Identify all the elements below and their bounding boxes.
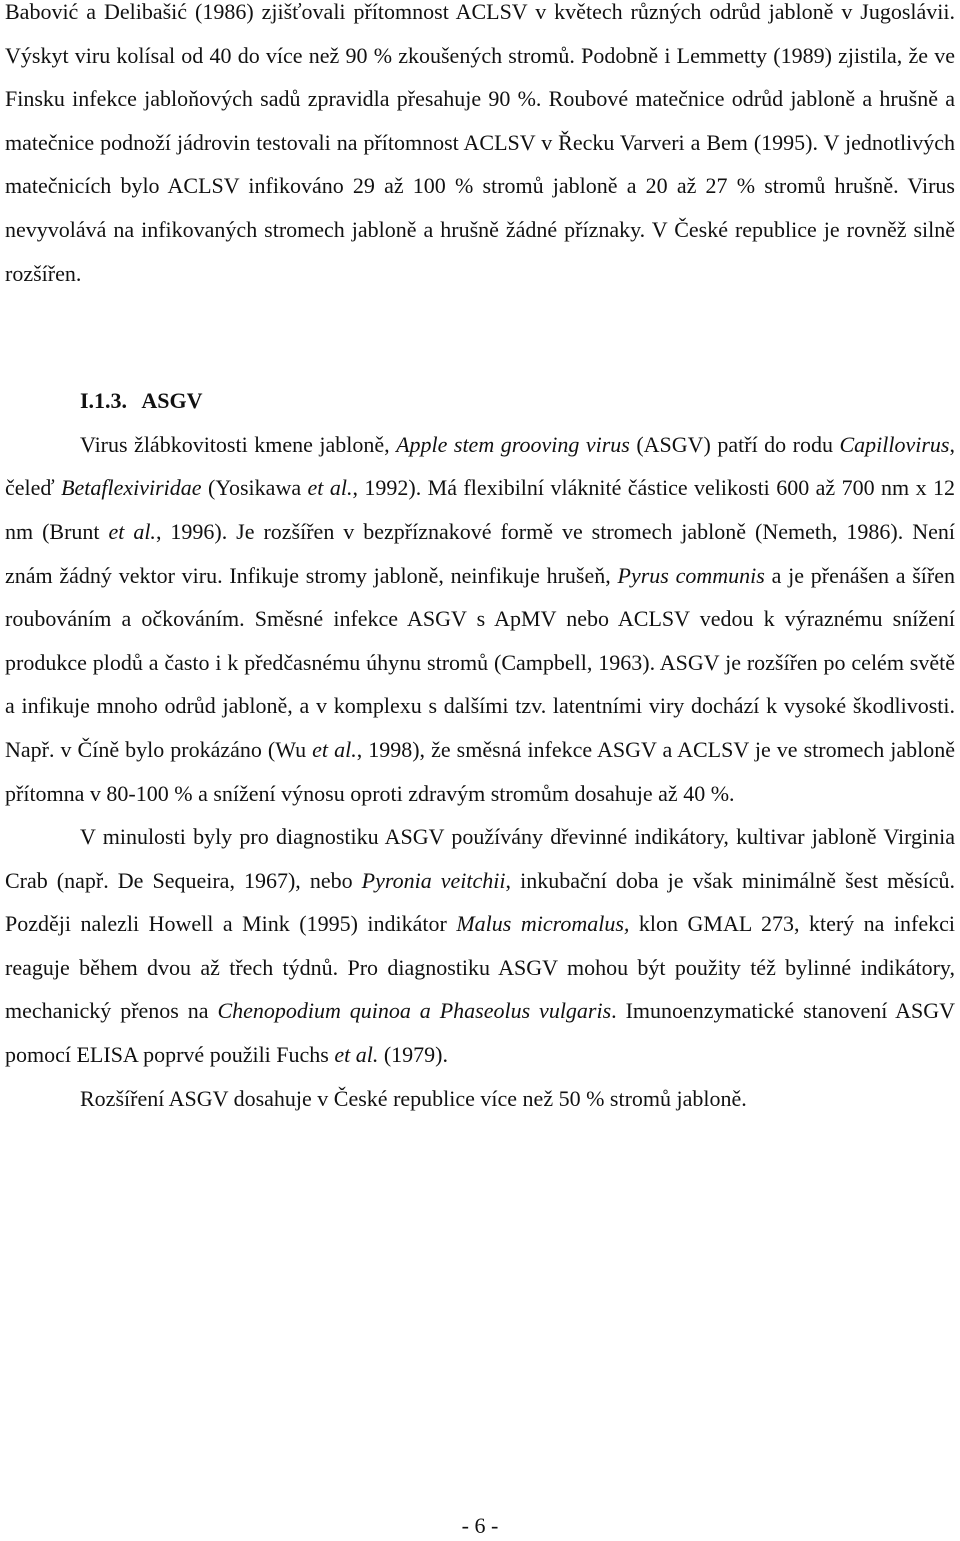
italic-et-al: et al. — [108, 518, 156, 544]
italic-species-name: Chenopodium quinoa a Phaseolus vulgaris — [217, 998, 612, 1024]
text-span: (Yosikawa — [201, 475, 308, 501]
italic-family-name: Betaflexiviridae — [61, 475, 202, 501]
text-span: V minulosti byly pro diagnostiku ASGV používány dřevinné indikátory, kultivar jabloně Virginia Crab (např. De Sequeira, 1967), nebo — [5, 824, 955, 893]
text-span: (1979). — [378, 1042, 449, 1068]
text-span: a je přenášen a šířen roubováním a očkováním. Směsné infekce ASGV s ApMV nebo ACLSV vedou k výraznému snížení produkce plodů a často i k předčasnému úhynu stromů (Campbell, 1963). ASGV je rozšířen po celém světě a infikuje mnoho odrůd jabloně, a v komplexu s dalšími tzv. latentními viry dochází k vysoké škodlivosti. Např. v Číně bylo prokázáno (Wu — [5, 562, 956, 762]
section-title: ASGV — [141, 388, 203, 414]
italic-species-name: Pyrus communis — [617, 562, 765, 588]
paragraph-aclsv-distribution: Babović a Delibašić (1986) zjišťovali přítomnost ACLSV v květech různých odrůd jabloně v Jugoslávii. Výskyt viru kolísal od 40 do více než 90 % zkoušených stromů. Podobně i Lemmetty (1989) zjistila, že ve Finsku infekce jabloňových sadů zpravidla přesahuje 90 %. Roubové matečnice odrůd jabloně a hrušně a matečnice podnoží jádrovin testovali na přítomnost ACLSV v Řecku Varveri a Bem (1995). V jednotlivých matečnicích bylo ACLSV infikováno 29 až 100 % stromů jabloně a 20 až 27 % stromů hrušně. Virus nevyvolává na infikovaných stromech jabloně a hrušně žádné příznaky. V České republice je rovněž silně rozšířen. — [5, 0, 955, 286]
page-number: - 6 - — [461, 1513, 499, 1538]
document-page — [5, 0, 955, 1120]
text-span: , 1998), že směsná infekce ASGV a ACLSV je ve stromech jabloně přítomna v 80-100 % a snížení výnosu oproti zdravým stromům dosahuje až 40 %. — [5, 736, 955, 806]
italic-species-name: Malus micromalus, — [456, 911, 630, 937]
text-span: Virus žlábkovitosti kmene jabloně, — [80, 431, 397, 457]
section-heading — [80, 379, 955, 423]
italic-et-al: et al. — [307, 475, 353, 501]
text-span: , čeleď — [5, 431, 955, 501]
paragraph-asgv-distribution: Rozšíření ASGV dosahuje v České republice více než 50 % stromů jabloně. — [80, 1085, 747, 1111]
italic-et-al: et al. — [334, 1042, 379, 1068]
italic-species-name: Apple stem grooving virus — [396, 431, 630, 457]
text-span: . Imunoenzymatické stanovení ASGV pomocí ELISA poprvé použili Fuchs — [5, 998, 955, 1068]
text-span: , inkubační doba je však minimálně šest měsíců. Později nalezli Howell a Mink (1995) indikátor — [5, 867, 955, 937]
italic-species-name: Pyronia veitchii — [361, 867, 506, 893]
section-number: I.1.3. — [80, 388, 128, 414]
text-span: (ASGV) patří do rodu — [629, 431, 840, 457]
paragraph-asgv-diagnostics — [5, 815, 955, 1077]
paragraph-asgv-description — [5, 423, 955, 815]
text-span: klon GMAL 273, který na infekci reaguje během dvou až třech týdnů. Pro diagnostiku ASGV mohou být použity též bylinné indikátory, mechanický přenos na — [5, 911, 956, 1024]
text-span: , 1996). Je rozšířen v bezpříznakové formě ve stromech jabloně (Nemeth, 1986). Není znám žádný vektor viru. Infikuje stromy jabloně, neinfikuje hrušeň, — [5, 518, 955, 588]
italic-genus-name: Capillovirus — [839, 431, 950, 457]
italic-et-al: et al. — [312, 736, 357, 762]
text-span: , 1992). Má flexibilní vláknité částice velikosti 600 až 700 nm x 12 nm (Brunt — [5, 475, 955, 544]
